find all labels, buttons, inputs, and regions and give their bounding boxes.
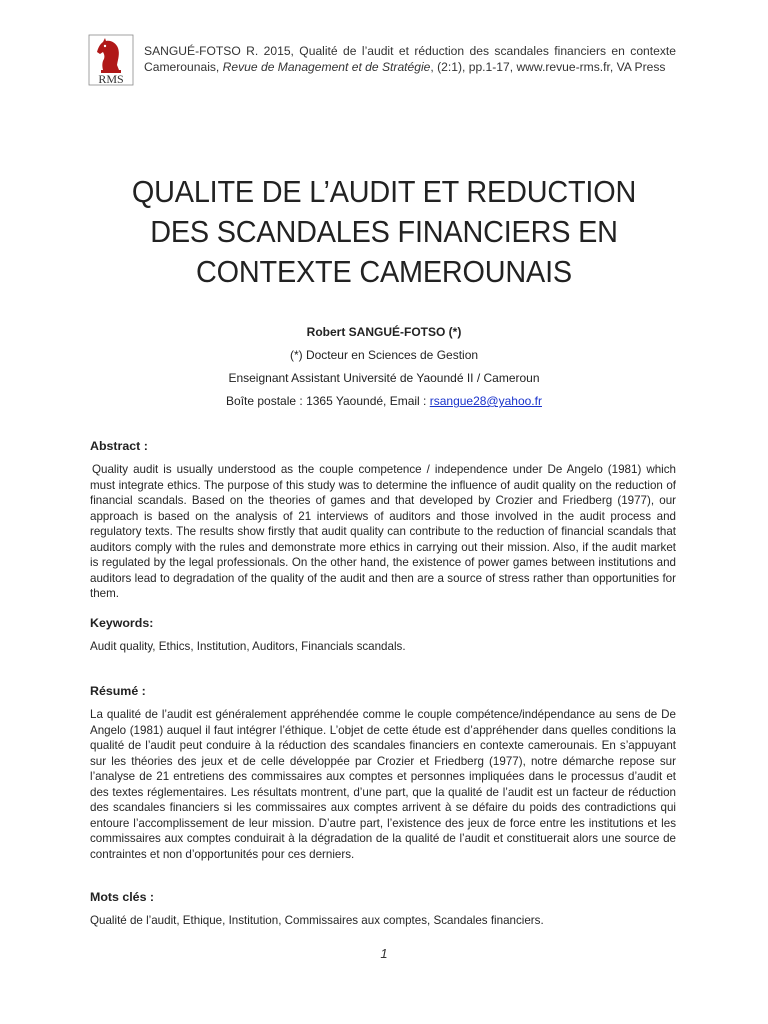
citation: [144, 43, 676, 75]
title-line-2: DES SCANDALES FINANCIERS EN: [150, 214, 618, 249]
author-degree: (*) Docteur en Sciences de Gestion: [289, 348, 479, 362]
keywords-heading: Keywords:: [90, 616, 154, 630]
author-block: [90, 324, 678, 416]
paper-title: [83, 172, 686, 292]
author-address-text: Boîte postale : 1365 Yaoundé, Email :: [226, 394, 430, 408]
page-header: [88, 34, 676, 86]
resume-text: La qualité de l’audit est généralement appréhendée comme le couple compétence/indépendance au sens de De Angelo (1981) auquel il faut intégrer l’éthique. L’objet de cette étude est d’appréhender dans quelles conditions la qualité de l’audit peut conduire à la réduction des scandales financiers en contexte camerounais. En s’appuyant sur les théories des jeux et de celle développée par Crozier et Friedberg (1977), notre démarche repose sur l’analyse de 21 entretiens des commissaires aux comptes et personnes impliquées dans le processus d’audit et des textes réglementaires. Les résultats montrent, d’une part, que la qualité de l’audit est un facteur de réduction des scandales financiers si les commissaires aux comptes arrivent à se défaire du poids des contradictions qui entoure l’accomplissement de leur mission. D’autre part, l’existence des jeux de force entre les institutions et les commissaires aux comptes conduirait à la dégradation de la qualité de l’audit et constituerait alors une source de contraintes et non d’opportunités pour ces derniers.: [90, 708, 676, 861]
mots-cles-heading: Mots clés :: [90, 890, 155, 904]
author-position: Enseignant Assistant Université de Yaoundé II / Cameroun: [228, 371, 540, 385]
title-line-3: CONTEXTE CAMEROUNAIS: [196, 254, 572, 289]
logo-text: RMS: [98, 72, 124, 86]
page-number: 1: [380, 946, 388, 961]
citation-part2: , (2:1), pp.1-17, www.revue-rms.fr, VA Press: [430, 60, 666, 74]
citation-journal: Revue de Management et de Stratégie: [222, 60, 431, 74]
mots-cles-text: Qualité de l’audit, Ethique, Institution, Commissaires aux comptes, Scandales financiers.: [90, 914, 544, 927]
citation-part1: SANGUÉ-FOTSO R. 2015, Qualité de l’audit et réduction des scandales financiers en contexte Camerounais,: [144, 44, 676, 74]
rms-logo: [88, 34, 134, 86]
abstract-text: Quality audit is usually understood as the couple competence / independence under De Angelo (1981) which must integrate ethics. The purpose of this study was to determine the influence of audit quality on the reduction of financial scandals. Based on the theories of games and that developed by Crozier and Friedberg (1977), our approach is based on the analysis of 21 interviews of auditors and those involved in the audit process and regulatory texts. The results show firstly that audit quality can contribute to the reduction of financial scandals that auditors comply with the rules and demonstrate more ethics in carrying out their mission. Also, if the audit market is regulated by the legal professionals. On the other hand, the existence of power games between institutions and auditors lead to degradation of the quality of the audit and then are a source of stress rather than opportunities for them.: [90, 463, 676, 600]
author-email-link[interactable]: rsangue28@yahoo.fr: [429, 394, 542, 408]
keywords-text: Audit quality, Ethics, Institution, Auditors, Financials scandals.: [90, 640, 406, 653]
author-address: [90, 393, 678, 416]
title-line-1: QUALITE DE L’AUDIT ET REDUCTION: [131, 174, 637, 209]
resume-heading: Résumé :: [90, 684, 146, 698]
abstract-heading: Abstract :: [90, 439, 148, 453]
author-name: Robert SANGUÉ-FOTSO (*): [306, 325, 462, 339]
